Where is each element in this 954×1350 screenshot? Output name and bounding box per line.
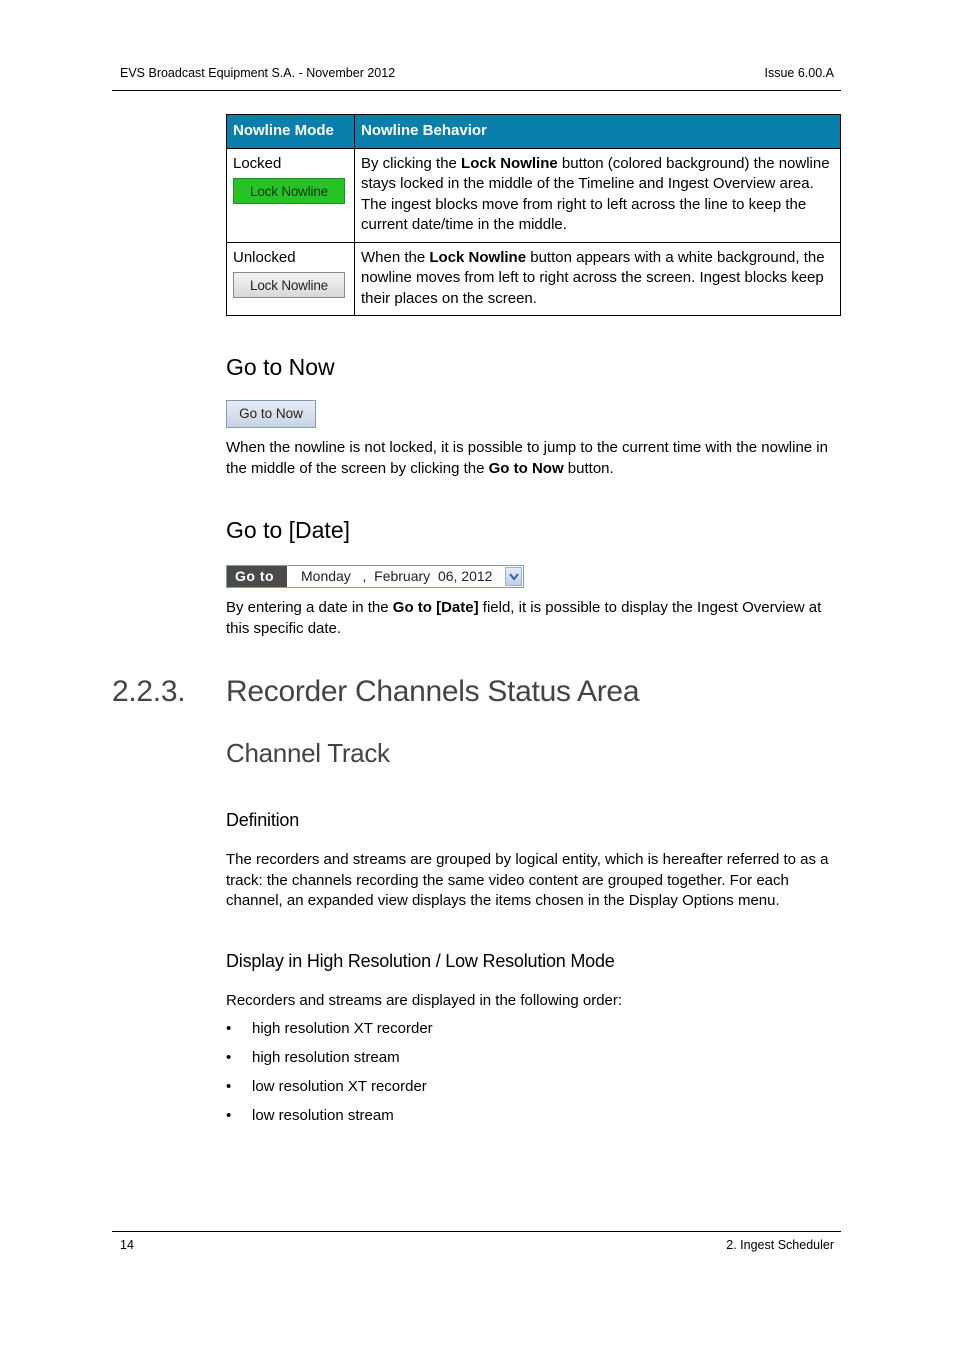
- definition-heading: Definition: [226, 810, 300, 830]
- go-to-date-label: Go to: [227, 566, 287, 587]
- mode-label: Unlocked: [233, 248, 296, 266]
- list-item-text: low resolution XT recorder: [252, 1078, 427, 1095]
- list-item-text: high resolution stream: [252, 1049, 400, 1066]
- section-title: Recorder Channels Status Area: [226, 675, 640, 708]
- paragraph-bold-text: Go to Now: [488, 459, 564, 477]
- behavior-text: button (colored background) the nowline stays locked in the middle of the Timeline and Ingest Overview area. The ingest blocks move from right to left across the line to keep the current date/time in the middle.: [361, 154, 830, 233]
- lock-nowline-button-unlocked[interactable]: Lock Nowline: [233, 272, 345, 298]
- go-to-date-value[interactable]: Monday , February 06, 2012: [301, 568, 493, 584]
- subsection-heading: Channel Track: [226, 738, 390, 768]
- table-header-behavior: Nowline Behavior: [355, 115, 841, 149]
- section-number: 2.2.3.: [112, 675, 186, 708]
- paragraph-text: When the nowline is not locked, it is possible to jump to the current time with the nowline in the middle of the screen by clicking the: [226, 439, 828, 477]
- table-cell-behavior: [355, 148, 841, 242]
- behavior-text: button appears with a white background, the nowline moves from left to right across the screen. Ingest blocks keep their places on the screen.: [361, 248, 825, 307]
- paragraph-text: By entering a date in the: [226, 599, 393, 616]
- bullet-icon: •: [226, 1020, 232, 1037]
- footer-divider: [112, 1231, 841, 1232]
- table-header-row: [227, 115, 841, 149]
- bullet-icon: •: [226, 1049, 232, 1066]
- display-mode-intro: Recorders and streams are displayed in the following order:: [226, 992, 623, 1009]
- bullet-icon: •: [226, 1107, 232, 1124]
- list-item-text: low resolution stream: [252, 1107, 394, 1124]
- behavior-bold-text: Lock Nowline: [461, 154, 558, 172]
- go-to-now-paragraph: [226, 438, 844, 479]
- mode-label: Locked: [233, 154, 282, 172]
- date-dropdown-button[interactable]: [505, 567, 522, 586]
- go-to-now-button[interactable]: Go to Now: [226, 400, 316, 428]
- go-to-date-paragraph: [226, 598, 844, 639]
- table-cell-behavior: [355, 242, 841, 316]
- chevron-down-icon: [509, 573, 519, 581]
- go-to-date-heading: Go to [Date]: [226, 517, 351, 543]
- paragraph-bold-text: Go to [Date]: [392, 599, 479, 616]
- behavior-bold-text: Lock Nowline: [429, 248, 527, 266]
- go-to-date-field[interactable]: [226, 565, 524, 588]
- lock-nowline-button-locked[interactable]: Lock Nowline: [233, 178, 345, 204]
- bullet-icon: •: [226, 1078, 232, 1095]
- paragraph-text: button.: [563, 459, 614, 477]
- definition-paragraph: The recorders and streams are grouped by logical entity, which is hereafter referred to as a track: the channels recording the same video content are grouped together. For each channel, an expanded view displays the items chosen in the Display Options menu.: [226, 851, 829, 910]
- table-header-mode: Nowline Mode: [227, 115, 355, 149]
- header-right-text: Issue 6.00.A: [764, 66, 834, 80]
- section-heading: [112, 675, 639, 709]
- go-to-now-heading: Go to Now: [226, 354, 335, 380]
- behavior-text: By clicking the: [361, 154, 462, 172]
- header-divider: [112, 90, 841, 91]
- display-mode-heading: Display in High Resolution / Low Resolution Mode: [226, 951, 615, 971]
- list-item-text: high resolution XT recorder: [252, 1020, 433, 1037]
- page-number: 14: [120, 1238, 134, 1252]
- table-row-unlocked: [227, 242, 841, 316]
- table-cell-mode: [227, 148, 355, 242]
- table-cell-mode: [227, 242, 355, 316]
- header-left-text: EVS Broadcast Equipment S.A. - November 2012: [120, 66, 396, 80]
- behavior-text: When the: [361, 248, 430, 266]
- table-row-locked: [227, 148, 841, 242]
- paragraph-text: field, it is possible to display the Ingest Overview at this specific date.: [226, 599, 822, 637]
- nowline-mode-table: [226, 114, 841, 316]
- footer-chapter: 2. Ingest Scheduler: [726, 1238, 834, 1252]
